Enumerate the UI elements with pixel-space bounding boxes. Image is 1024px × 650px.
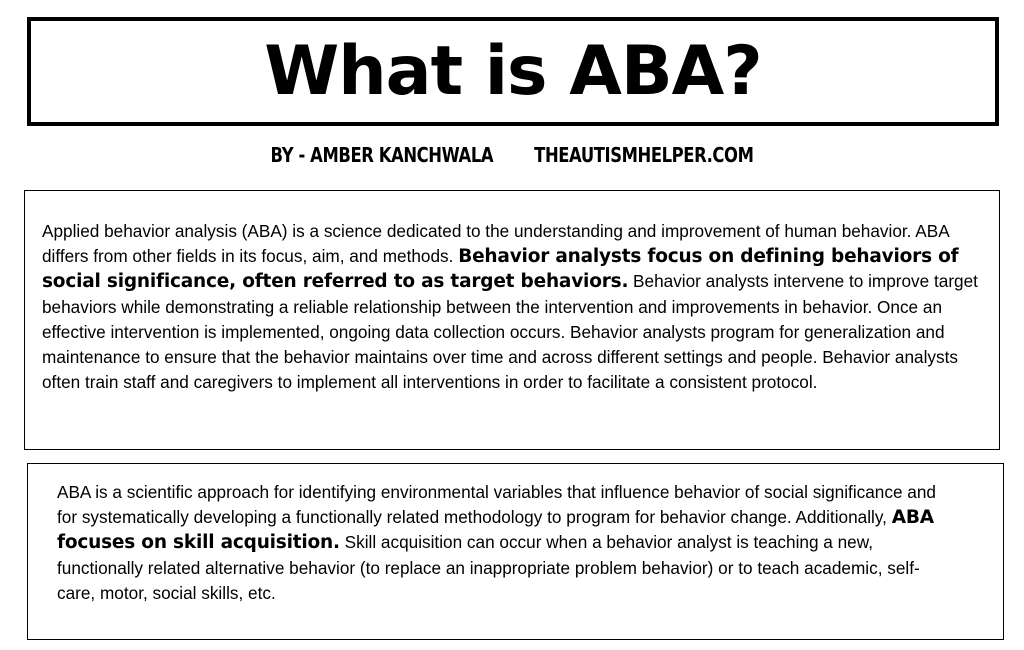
definition-emphasis: Behavior analysts focus on defining behaviors of social significance, often referred to as target behaviors. xyxy=(42,246,959,293)
title-box xyxy=(27,17,999,126)
approach-text-start: ABA is a scientific approach for identifying environmental variables that influence behavior of social significance and for systematically developing a functionally related methodology to program for behavior change. Additionally, xyxy=(57,482,936,528)
definition-paragraph xyxy=(42,219,985,395)
definition-text-start: Applied behavior analysis (ABA) is a science dedicated to the understanding and improvement of human behavior. ABA differs from other fields in its focus, aim, and methods. xyxy=(42,221,949,267)
author-credit: BY - AMBER KANCHWALA xyxy=(270,143,494,167)
approach-box xyxy=(27,463,1004,640)
website-credit: THEAUTISMHELPER.COM xyxy=(534,143,754,167)
definition-box xyxy=(24,190,1000,450)
approach-emphasis: ABA focuses on skill acquisition. xyxy=(57,507,934,554)
approach-text-end: Skill acquisition can occur when a behavior analyst is teaching a new, functionally related alternative behavior (to replace an inappropriate problem behavior) or to teach academic, self-care, motor, social skills, etc. xyxy=(57,532,920,603)
byline xyxy=(92,143,932,167)
approach-paragraph xyxy=(57,480,937,606)
page-title: What is ABA? xyxy=(264,31,762,111)
definition-text-end: Behavior analysts intervene to improve target behaviors while demonstrating a reliable relationship between the intervention and improvements in behavior. Once an effective intervention is implemented, ongoing data collection occurs. Behavior analysts program for generalization and maintenance to ensure that the behavior maintains over time and across different settings and people. Behavior analysts often train staff and caregivers to implement all interventions in order to facilitate a consistent protocol. xyxy=(42,271,978,393)
